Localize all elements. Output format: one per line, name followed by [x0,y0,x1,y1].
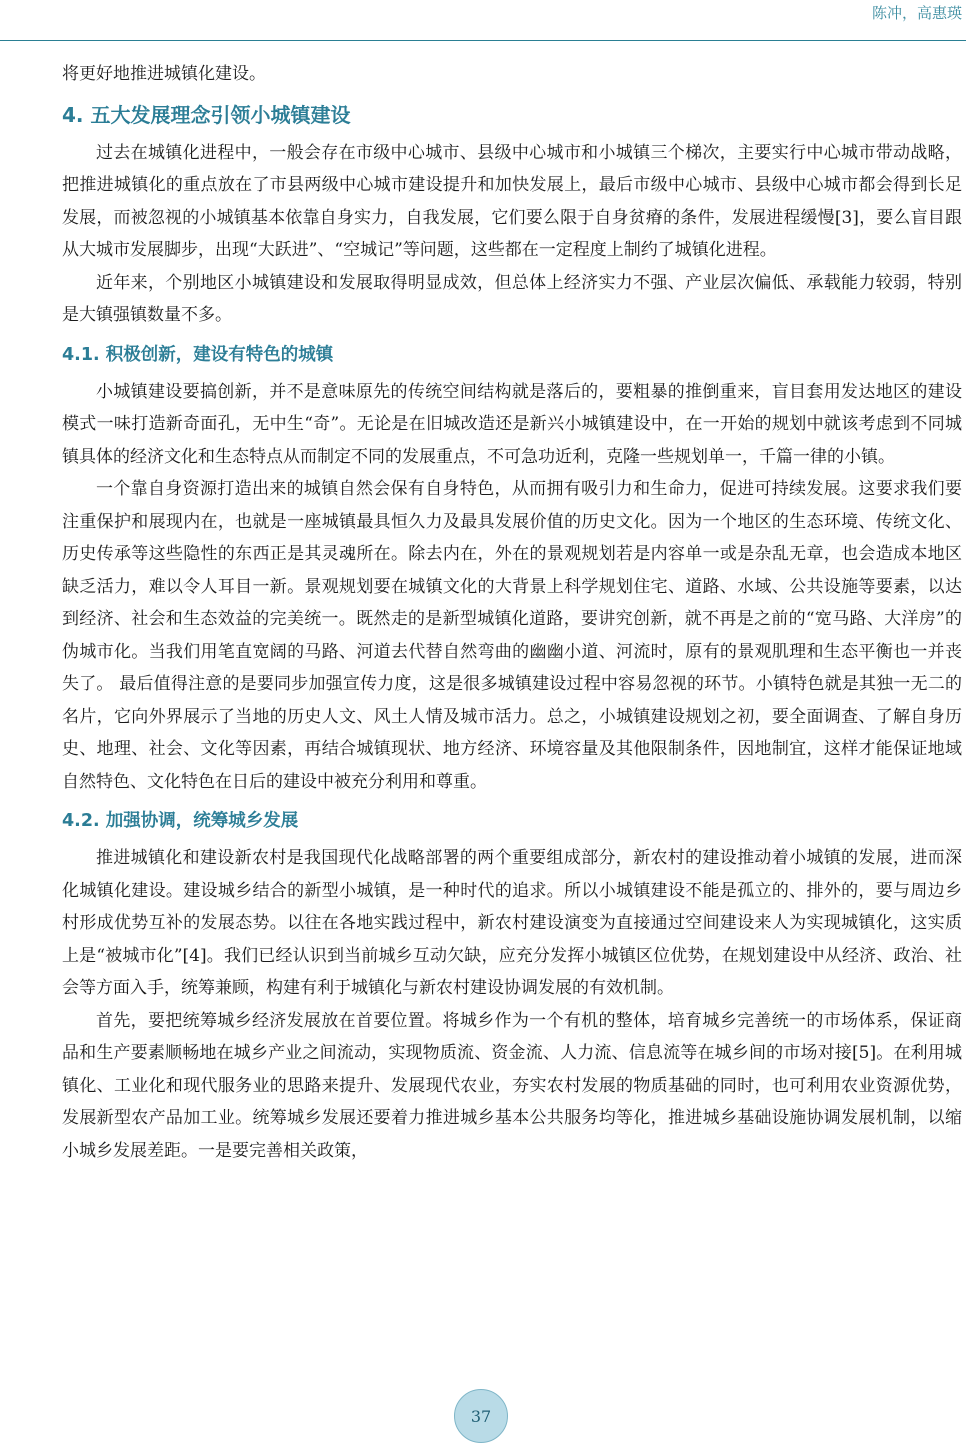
running-header [0,0,966,41]
section-4-1-heading: 4.1. 积极创新，建设有特色的城镇 [62,344,334,365]
section-4-2-paragraph-1: 推进城镇化和建设新农村是我国现代化战略部署的两个重要组成部分，新农村的建设推动着小城镇的发展，进而深化城镇化建设。建设城乡结合的新型小城镇，是一种时代的追求。所以小城镇建设不能是孤立的、排外的，要与周边乡村形成优势互补的发展态势。以往在各地实践过程中，新农村建设演变为直接通过空间建设来人为实现城镇化，这实质上是“被城市化”[4]。我们已经认识到当前城乡互动欠缺，应充分发挥小城镇区位优势，在规划建设中从经济、政治、社会等方面入手，统筹兼顾，构建有利于城镇化与新农村建设协调发展的有效机制。 [62,848,962,998]
header-authors: 陈冲，高惠瑛 [871,4,962,22]
section-4-1-paragraph-2: 一个靠自身资源打造出来的城镇自然会保有自身特色，从而拥有吸引力和生命力，促进可持续发展。这要求我们要注重保护和展现内在，也就是一座城镇最具恒久力及最具发展价值的历史文化。因为一个地区的生态环境、传统文化、历史传承等这些隐性的东西正是其灵魂所在。除去内在，外在的景观规划若是内容单一或是杂乱无章，也会造成本地区缺乏活力，难以令人耳目一新。景观规划要在城镇文化的大背景上科学规划住宅、道路、水域、公共设施等要素，以达到经济、社会和生态效益的完美统一。既然走的是新型城镇化道路，要讲究创新，就不再是之前的“宽马路、大洋房”的伪城市化。当我们用笔直宽阔的马路、河道去代替自然弯曲的幽幽小道、河流时，原有的景观肌理和生态平衡也一并丧失了。 最后值得注意的是要同步加强宣传力度，这是很多城镇建设过程中容易忽视的环节。小镇特色就是其独一无二的名片，它向外界展示了当地的历史人文、风土人情及城市活力。总之，小城镇建设规划之初，要全面调查、了解自身历史、地理、社会、文化等因素，再结合城镇现状、地方经济、环境容量及其他限制条件，因地制宜，这样才能保证地域自然特色、文化特色在日后的建设中被充分利用和尊重。 [62,479,962,792]
page-number: 37 [470,1406,492,1426]
page-number-badge [454,1389,508,1443]
article-body [62,58,962,1167]
continued-paragraph: 将更好地推进城镇化建设。 [62,64,266,84]
section-4-2-paragraph-2: 首先，要把统筹城乡经济发展放在首要位置。将城乡作为一个有机的整体，培育城乡完善统一的市场体系，保证商品和生产要素顺畅地在城乡产业之间流动，实现物质流、资金流、人力流、信息流等在城乡间的市场对接[5]。在利用城镇化、工业化和现代服务业的思路来提升、发展现代农业，夯实农村发展的物质基础的同时，也可利用农业资源优势，发展新型农产品加工业。统筹城乡发展还要着力推进城乡基本公共服务均等化，推进城乡基础设施协调发展机制，以缩小城乡发展差距。一是要完善相关政策， [62,1010,962,1161]
section-4-heading: 4. 五大发展理念引领小城镇建设 [62,102,351,127]
section-4-paragraph-2: 近年来，个别地区小城镇建设和发展取得明显成效，但总体上经济实力不强、产业层次偏低、承载能力较弱，特别是大镇强镇数量不多。 [62,272,962,325]
section-4-1-paragraph-1: 小城镇建设要搞创新，并不是意味原先的传统空间结构就是落后的，要粗暴的推倒重来，盲目套用发达地区的建设模式一味打造新奇面孔，无中生“奇”。无论是在旧城改造还是新兴小城镇建设中，在一开始的规划中就该考虑到不同城镇具体的经济文化和生态特点从而制定不同的发展重点，不可急功近利，克隆一些规划单一，千篇一律的小镇。 [62,381,962,467]
section-4-paragraph-1: 过去在城镇化进程中，一般会存在市级中心城市、县级中心城市和小城镇三个梯次，主要实行中心城市带动战略，把推进城镇化的重点放在了市县两级中心城市建设提升和加快发展上，最后市级中心城市、县级中心城市都会得到长足发展，而被忽视的小城镇基本依靠自身实力，自我发展，它们要么限于自身贫瘠的条件，发展进程缓慢[3]，要么盲目跟从大城市发展脚步，出现“大跃进”、“空城记”等问题，这些都在一定程度上制约了城镇化进程。 [62,142,962,260]
section-4-2-heading: 4.2. 加强协调，统筹城乡发展 [62,811,299,831]
